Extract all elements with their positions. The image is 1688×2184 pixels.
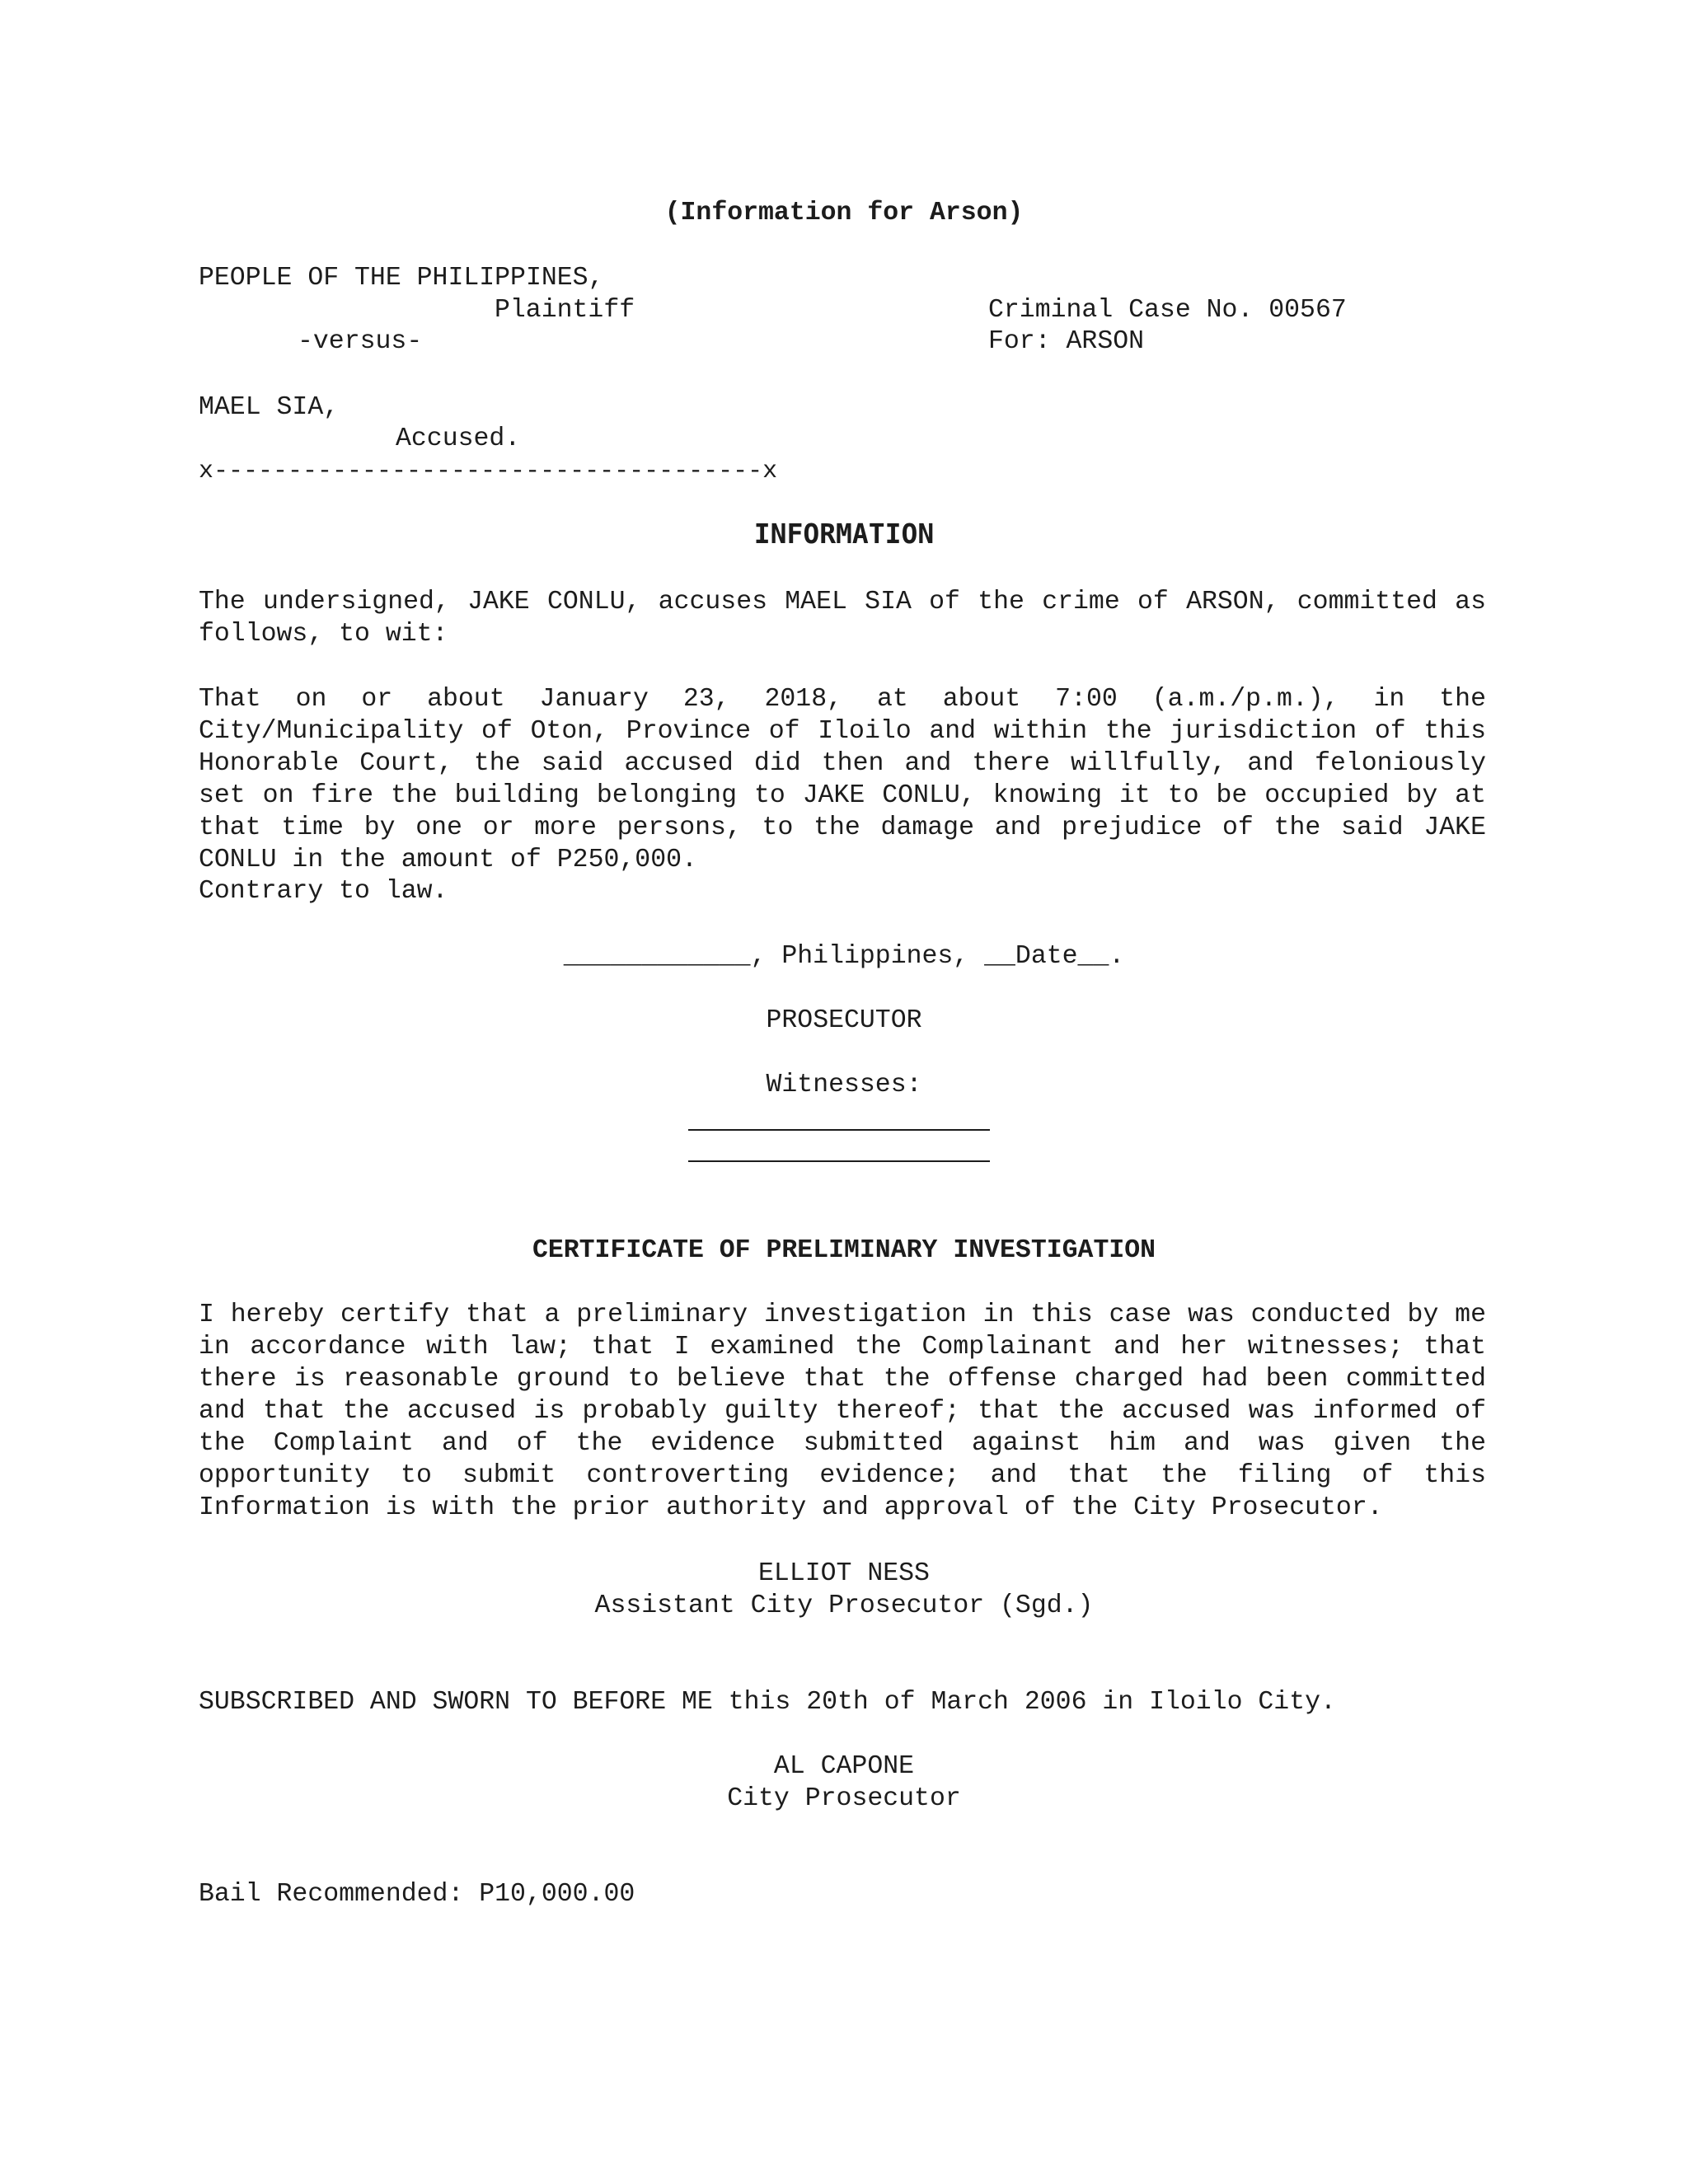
certificate-title: CERTIFICATE OF PRELIMINARY INVESTIGATION [532,1236,1156,1265]
accused-name: MAEL SIA, [199,393,340,422]
jurat-text: SUBSCRIBED AND SWORN TO BEFORE ME this 20th of March 2006 in Iloilo City. [199,1688,1336,1717]
contrary-to-law: Contrary to law. [199,877,448,906]
certificate-signatory-name: ELLIOT NESS [758,1559,930,1588]
versus-label: -versus- [298,327,423,356]
bail-recommended: Bail Recommended: P10,000.00 [199,1880,635,1909]
jurat-signatory-name: AL CAPONE [773,1752,915,1781]
document-heading: (Information for Arson) [664,199,1024,227]
information-intro: The undersigned, JAKE CONLU, accuses MAEL SIA of the crime of ARSON, committed as follows, to wit: [199,588,1486,649]
jurat-signatory-title: City Prosecutor [727,1784,961,1813]
information-body: That on or about January 23, 2018, at about 7:00 (a.m./p.m.), in the City/Municipality of Oton, Province of Iloilo and within the jurisdiction of this Honorable Court, the said accused did then and there willfully, and feloniously set on fire the building belonging to JAKE CONLU, knowing it to be occupied by at that time by one or more persons, to the damage and prejudice of the said JAKE CONLU in the amount of P250,000. [199,685,1486,874]
caption-divider: x-------------------------------------x [199,457,778,485]
plaintiff-role: Plaintiff [495,296,635,325]
case-number: Criminal Case No. 00567 [988,296,1347,325]
witness-signature-line-2 [688,1160,990,1162]
prosecutor-label: PROSECUTOR [766,1006,922,1035]
place-date-line: ____________, Philippines, __Date__. [563,942,1125,971]
witnesses-label: Witnesses: [766,1071,922,1099]
information-title: INFORMATION [753,518,935,550]
case-for: For: ARSON [988,327,1145,356]
plaintiff-name: PEOPLE OF THE PHILIPPINES, [199,264,604,293]
accused-role: Accused. [396,424,521,453]
certificate-body: I hereby certify that a preliminary investigation in this case was conducted by me in accordance with law; that I examined the Complainant and her witnesses; that there is reasonable ground to believe that the offense charged had been committed and that the accused is probably guilty thereof; that the accused was informed of the Complaint and of the evidence submitted against him and was given the opportunity to submit controverting evidence; and that the filing of this Information is with the prior authority and approval of the City Prosecutor. [199,1301,1486,1522]
witness-signature-line-1 [688,1129,990,1131]
certificate-signatory-title: Assistant City Prosecutor (Sgd.) [594,1591,1094,1620]
